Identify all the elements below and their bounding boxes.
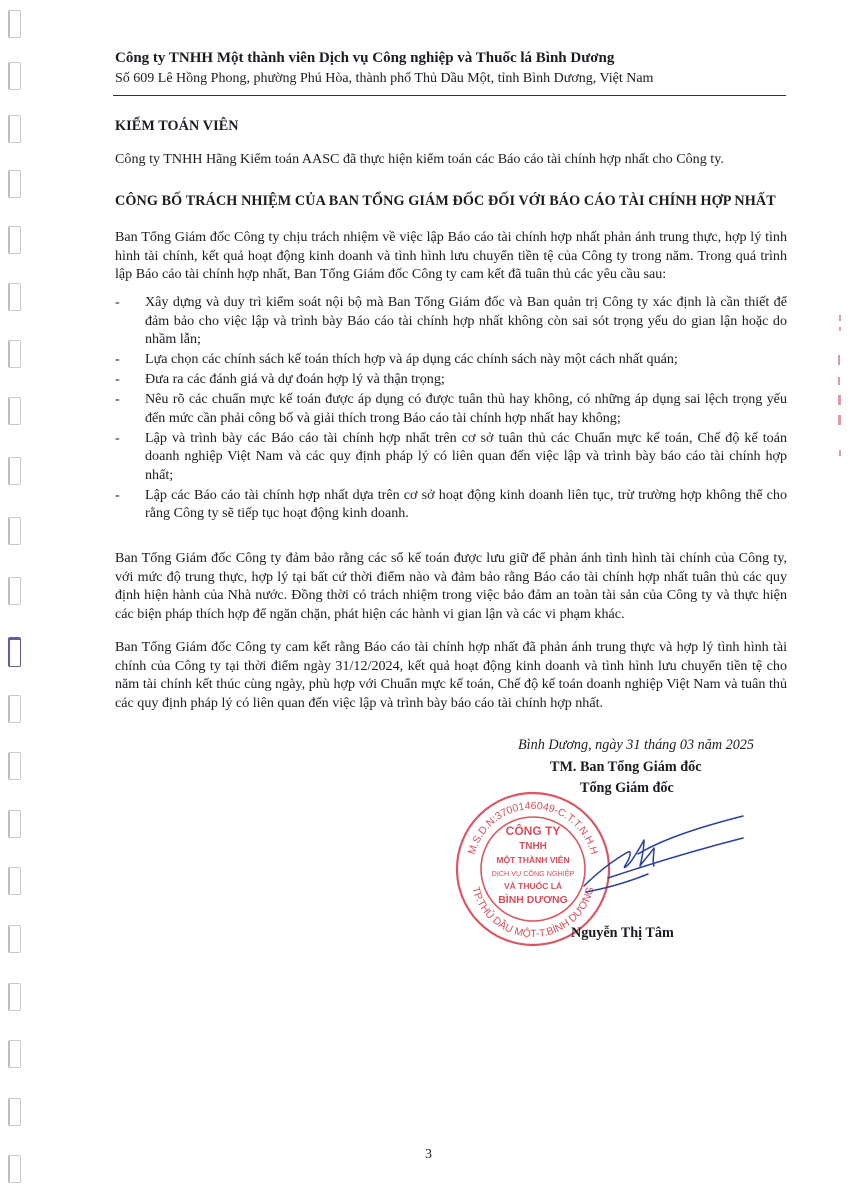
page-number: 3 bbox=[425, 1147, 432, 1162]
binder-hole bbox=[8, 577, 21, 605]
binder-hole bbox=[8, 340, 21, 368]
binder-hole bbox=[8, 983, 21, 1011]
paragraph-bookkeeping: Ban Tổng Giám đốc Công ty đảm bảo rằng các sổ kế toán được lưu giữ để phản ánh tình hình tài chính của Công ty, với mức độ trung thực, hợp lý tại bất cứ thời điểm nào và đảm bảo rằng Báo cáo tài chính hợp nhất tuân thủ các quy định hiện hành của Nhà nước. Đồng thời có trách nhiệm trong việc bảo đảm an toàn tài sản của Công ty và thực hiện các biện pháp thích hợp để ngăn chặn, phát hiện các hành vi gian lận và các vi phạm khác. bbox=[115, 550, 787, 622]
company-name: Công ty TNHH Một thành viên Dịch vụ Công nghiệp và Thuốc lá Bình Dương bbox=[115, 50, 615, 66]
signature-place-date: Bình Dương, ngày 31 tháng 03 năm 2025 bbox=[518, 737, 754, 753]
bullet-dash: - bbox=[115, 391, 120, 407]
list-item bbox=[115, 429, 787, 485]
svg-text:VÀ THUỐC LÁ: VÀ THUỐC LÁ bbox=[503, 881, 563, 891]
list-item-text: Đưa ra các đánh giá và dự đoán hợp lý và thận trọng; bbox=[145, 371, 445, 387]
header-divider bbox=[113, 95, 786, 96]
binder-hole bbox=[8, 62, 21, 90]
svg-text:BÌNH DƯƠNG: BÌNH DƯƠNG bbox=[498, 894, 568, 906]
responsibility-intro: Ban Tổng Giám đốc Công ty chịu trách nhiệm về việc lập Báo cáo tài chính hợp nhất phản ánh trung thực, hợp lý tình hình tài chính, kết quả hoạt động kinh doanh và tình hình lưu chuyển tiền tệ của Công ty trong năm. Trong quá trình lập Báo cáo tài chính hợp nhất, Ban Tổng Giám đốc Công ty cam kết đã tuân thủ các yêu cầu sau: bbox=[115, 229, 787, 282]
binder-holes bbox=[0, 0, 34, 1200]
list-item bbox=[115, 390, 787, 427]
responsibility-heading: CÔNG BỐ TRÁCH NHIỆM CỦA BAN TỔNG GIÁM ĐỐC ĐỐI VỚI BÁO CÁO TÀI CHÍNH HỢP NHẤT bbox=[115, 193, 776, 209]
binder-hole bbox=[8, 397, 21, 425]
list-item-text: Lựa chọn các chính sách kế toán thích hợp và áp dụng các chính sách này một cách nhất quán; bbox=[145, 351, 678, 367]
signature-title: Tổng Giám đốc bbox=[580, 780, 674, 796]
svg-text:MỘT THÀNH VIÊN: MỘT THÀNH VIÊN bbox=[496, 855, 570, 865]
signature-on-behalf: TM. Ban Tổng Giám đốc bbox=[550, 759, 702, 775]
bullet-dash: - bbox=[115, 351, 120, 367]
binder-hole bbox=[8, 457, 21, 485]
binder-hole bbox=[8, 695, 21, 723]
binder-hole bbox=[8, 283, 21, 311]
binder-hole bbox=[8, 925, 21, 953]
binder-hole bbox=[8, 115, 21, 143]
svg-text:CÔNG TY: CÔNG TY bbox=[505, 824, 561, 838]
binder-hole bbox=[8, 810, 21, 838]
bullet-dash: - bbox=[115, 294, 120, 310]
svg-text:TP.THỦ DẦU MỘT-T.BÌNH DƯƠNG: TP.THỦ DẦU MỘT-T.BÌNH DƯƠNG bbox=[469, 885, 597, 941]
binder-hole bbox=[8, 226, 21, 254]
binder-hole bbox=[8, 10, 21, 38]
binder-hole bbox=[8, 1098, 21, 1126]
binder-hole bbox=[8, 517, 21, 545]
handwritten-signature bbox=[578, 808, 748, 898]
list-item-text: Xây dựng và duy trì kiểm soát nội bộ mà Ban Tổng Giám đốc và Ban quản trị Công ty xác định là cần thiết để đảm bảo cho việc lập và trình bày Báo cáo tài chính hợp nhất không còn sai sót trọng yếu do gian lận hoặc do nhầm lẫn; bbox=[145, 294, 787, 347]
svg-text:M.S.D.N:3700146049-C.T.T.N.H.H: M.S.D.N:3700146049-C.T.T.N.H.H bbox=[465, 799, 601, 856]
list-item bbox=[115, 370, 787, 389]
auditor-heading: KIỂM TOÁN VIÊN bbox=[115, 118, 239, 134]
requirements-list bbox=[115, 293, 787, 524]
bullet-dash: - bbox=[115, 486, 120, 503]
binder-hole-marked bbox=[8, 637, 21, 667]
binder-hole bbox=[8, 867, 21, 895]
list-item bbox=[115, 350, 787, 369]
company-address: Số 609 Lê Hồng Phong, phường Phú Hòa, thành phố Thủ Dầu Một, tỉnh Bình Dương, Việt Nam bbox=[115, 71, 654, 86]
svg-text:DỊCH VỤ CÔNG NGHIỆP: DỊCH VỤ CÔNG NGHIỆP bbox=[491, 869, 575, 878]
signer-name: Nguyễn Thị Tâm bbox=[571, 925, 674, 941]
binder-hole bbox=[8, 752, 21, 780]
paragraph-commitment: Ban Tổng Giám đốc Công ty cam kết rằng Báo cáo tài chính hợp nhất đã phản ánh trung thực và hợp lý tình hình tài chính của Công ty tại thời điểm ngày 31/12/2024, kết quả hoạt động kinh doanh và tình hình lưu chuyển tiền tệ cho năm tài chính kết thúc cùng ngày, phù hợp với Chuẩn mực kế toán, Chế độ kế toán doanh nghiệp Việt Nam và tuân thủ các quy định pháp lý có liên quan đến việc lập và trình bày báo cáo tài chính hợp nhất. bbox=[115, 639, 787, 711]
auditor-text: Công ty TNHH Hãng Kiểm toán AASC đã thực hiện kiểm toán các Báo cáo tài chính hợp nhất cho Công ty. bbox=[115, 151, 724, 167]
binder-hole bbox=[8, 170, 21, 198]
list-item bbox=[115, 486, 787, 523]
edge-ink-marks bbox=[834, 315, 846, 465]
binder-hole bbox=[8, 1155, 21, 1183]
svg-text:TNHH: TNHH bbox=[519, 841, 547, 852]
binder-hole bbox=[8, 1040, 21, 1068]
list-item-text: Lập các Báo cáo tài chính hợp nhất dựa trên cơ sở hoạt động kinh doanh liên tục, trừ trường hợp không thể cho rằng Công ty sẽ tiếp tục hoạt động kinh doanh. bbox=[145, 486, 787, 521]
bullet-dash: - bbox=[115, 371, 120, 387]
list-item bbox=[115, 293, 787, 349]
list-item-text: Nêu rõ các chuẩn mực kế toán được áp dụng có được tuân thủ hay không, có những áp dụng sai lệch trọng yếu đến mức cần phải công bố và giải thích trong Báo cáo tài chính hợp nhất hay không; bbox=[145, 391, 787, 426]
list-item-text: Lập và trình bày các Báo cáo tài chính hợp nhất trên cơ sở tuân thủ các Chuẩn mực kế toán, Chế độ kế toán doanh nghiệp Việt Nam và các quy định pháp lý có liên quan đến việc lập và trình bày báo cáo tài chính hợp nhất; bbox=[145, 429, 787, 483]
bullet-dash: - bbox=[115, 429, 120, 446]
